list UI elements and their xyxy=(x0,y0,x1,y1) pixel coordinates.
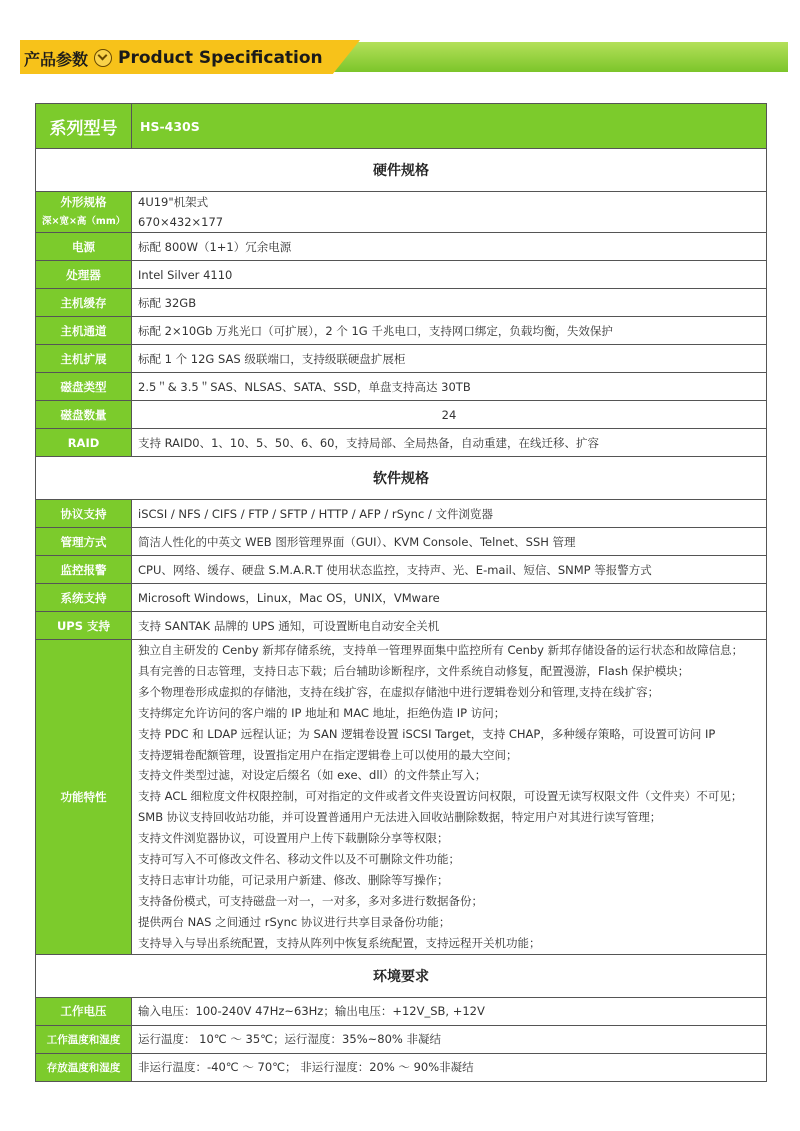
size-value-dims: 670×432×177 xyxy=(138,215,224,229)
chevron-circle-icon xyxy=(94,49,112,67)
spec-value: 标配 800W（1+1）冗余电源 xyxy=(132,233,767,261)
spec-label: 磁盘类型 xyxy=(36,373,132,401)
spec-label: 磁盘数量 xyxy=(36,401,132,429)
model-row xyxy=(36,104,767,149)
spec-value: 非运行温度：-40℃ ～ 70℃； 非运行湿度：20% ～ 90%非凝结 xyxy=(132,1053,767,1081)
feature-line: 支持 ACL 细粒度文件权限控制，可对指定的文件或者文件夹设置访问权限，可设置无读写权限文件（文件夹）不可见； xyxy=(138,789,743,804)
feature-line: 多个物理卷形成虚拟的存储池，支持在线扩容，在虚拟存储池中进行逻辑卷划分和管理,支持在线扩容； xyxy=(138,684,660,699)
feature-line: 支持文件浏览器协议，可设置用户上传下载删除分享等权限； xyxy=(138,831,449,846)
spec-row xyxy=(36,556,767,584)
spec-row xyxy=(36,345,767,373)
spec-label: 工作电压 xyxy=(36,997,132,1025)
feature-line: 支持逻辑卷配额管理，设置指定用户在指定逻辑卷上可以使用的最大空间； xyxy=(138,747,518,762)
features-list xyxy=(132,640,767,955)
spec-value: 标配 32GB xyxy=(132,289,767,317)
spec-row xyxy=(36,1025,767,1053)
spec-value: 24 xyxy=(132,401,767,429)
spec-value: 输入电压：100-240V 47Hz~63Hz；输出电压：+12V_SB, +12V xyxy=(132,997,767,1025)
spec-value: Microsoft Windows，Linux，Mac OS，UNIX，VMware xyxy=(132,584,767,612)
feature-line: 支持 PDC 和 LDAP 远程认证；为 SAN 逻辑卷设置 iSCSI Target，支持 CHAP，多种缓存策略，可设置可访问 IP xyxy=(138,726,716,741)
spec-value: 简洁人性化的中英文 WEB 图形管理界面（GUI）、KVM Console、Telnet、SSH 管理 xyxy=(132,528,767,556)
feature-line: 支持日志审计功能，可记录用户新建、修改、删除等写操作； xyxy=(138,872,449,887)
spec-row-features xyxy=(36,640,767,955)
spec-value: 标配 1 个 12G SAS 级联端口，支持级联硬盘扩展柜 xyxy=(132,345,767,373)
spec-label: 监控报警 xyxy=(36,556,132,584)
spec-label: RAID xyxy=(36,429,132,457)
feature-line: 支持绑定允许访问的客户端的 IP 地址和 MAC 地址，拒绝伪造 IP 访问； xyxy=(138,705,506,720)
spec-label: UPS 支持 xyxy=(36,612,132,640)
feature-line: 支持文件类型过滤，对设定后缀名（如 exe、dll）的文件禁止写入； xyxy=(138,768,487,783)
banner-title-en: Product Specification xyxy=(118,48,323,68)
spec-row xyxy=(36,528,767,556)
size-value-form: 4U19"机架式 xyxy=(138,195,209,209)
feature-line: 独立自主研发的 Cenby 新邦存储系统，支持单一管理界面集中监控所有 Cenby 新邦存储设备的运行状态和故障信息； xyxy=(138,643,744,657)
section-title: 环境要求 xyxy=(36,954,767,997)
size-label: 外形规格 xyxy=(60,195,107,209)
spec-label: 主机扩展 xyxy=(36,345,132,373)
spec-label: 协议支持 xyxy=(36,500,132,528)
spec-row xyxy=(36,289,767,317)
spec-row xyxy=(36,401,767,429)
spec-label: 处理器 xyxy=(36,261,132,289)
feature-line: 支持备份模式，可支持磁盘一对一，一对多，多对多进行数据备份； xyxy=(138,893,483,908)
spec-label: 工作温度和湿度 xyxy=(36,1025,132,1053)
model-label: 系列型号 xyxy=(36,104,132,149)
section-banner xyxy=(20,40,788,74)
spec-value: 运行温度： 10℃ ～ 35℃；运行湿度：35%~80% 非凝结 xyxy=(132,1025,767,1053)
spec-label xyxy=(36,192,132,233)
spec-row xyxy=(36,373,767,401)
banner-title xyxy=(24,46,323,70)
spec-row xyxy=(36,233,767,261)
spec-table xyxy=(35,103,767,1082)
spec-row xyxy=(36,317,767,345)
features-label: 功能特性 xyxy=(36,640,132,955)
section-title: 软件规格 xyxy=(36,457,767,500)
model-value: HS-430S xyxy=(132,104,767,149)
spec-row xyxy=(36,584,767,612)
feature-line: SMB 协议支持回收站功能，并可设置普通用户无法进入回收站删除数据，特定用户对其进行读写管理； xyxy=(138,810,662,825)
spec-row xyxy=(36,261,767,289)
spec-value: 2.5＂& 3.5＂SAS、NLSAS、SATA、SSD，单盘支持高达 30TB xyxy=(132,373,767,401)
spec-label: 电源 xyxy=(36,233,132,261)
spec-label: 主机通道 xyxy=(36,317,132,345)
spec-label: 系统支持 xyxy=(36,584,132,612)
spec-value: CPU、网络、缓存、硬盘 S.M.A.R.T 使用状态监控，支持声、光、E-mail、短信、SNMP 等报警方式 xyxy=(132,556,767,584)
spec-value: 标配 2×10Gb 万兆光口（可扩展），2 个 1G 千兆电口，支持网口绑定，负载均衡，失效保护 xyxy=(132,317,767,345)
section-header-hardware xyxy=(36,149,767,192)
spec-row xyxy=(36,997,767,1025)
feature-line: 支持导入与导出系统配置，支持从阵列中恢复系统配置，支持远程开关机功能； xyxy=(138,935,541,950)
spec-value: 支持 RAID0、1、10、5、50、6、60，支持局部、全局热备，自动重建，在线迁移、扩容 xyxy=(132,429,767,457)
feature-line: 支持可写入不可修改文件名、移动文件以及不可删除文件功能； xyxy=(138,852,460,867)
spec-value xyxy=(132,192,767,233)
spec-row xyxy=(36,1053,767,1081)
spec-row xyxy=(36,612,767,640)
feature-line: 提供两台 NAS 之间通过 rSync 协议进行共享目录备份功能； xyxy=(138,914,451,929)
spec-row-size xyxy=(36,192,767,233)
spec-row xyxy=(36,500,767,528)
spec-value: iSCSI / NFS / CIFS / FTP / SFTP / HTTP / AFP / rSync / 文件浏览器 xyxy=(132,500,767,528)
spec-value: Intel Silver 4110 xyxy=(132,261,767,289)
spec-label: 管理方式 xyxy=(36,528,132,556)
spec-label: 存放温度和湿度 xyxy=(36,1053,132,1081)
spec-row xyxy=(36,429,767,457)
banner-title-cn: 产品参数 xyxy=(24,49,89,69)
feature-line: 具有完善的日志管理，支持日志下载；后台辅助诊断程序，文件系统自动修复，配置漫游，Flash 保护模块； xyxy=(138,663,690,678)
section-header-environment xyxy=(36,954,767,997)
section-header-software xyxy=(36,457,767,500)
spec-label: 主机缓存 xyxy=(36,289,132,317)
size-sublabel: 深×宽×高（mm） xyxy=(42,216,126,227)
spec-value: 支持 SANTAK 品牌的 UPS 通知，可设置断电自动安全关机 xyxy=(132,612,767,640)
section-title: 硬件规格 xyxy=(36,149,767,192)
